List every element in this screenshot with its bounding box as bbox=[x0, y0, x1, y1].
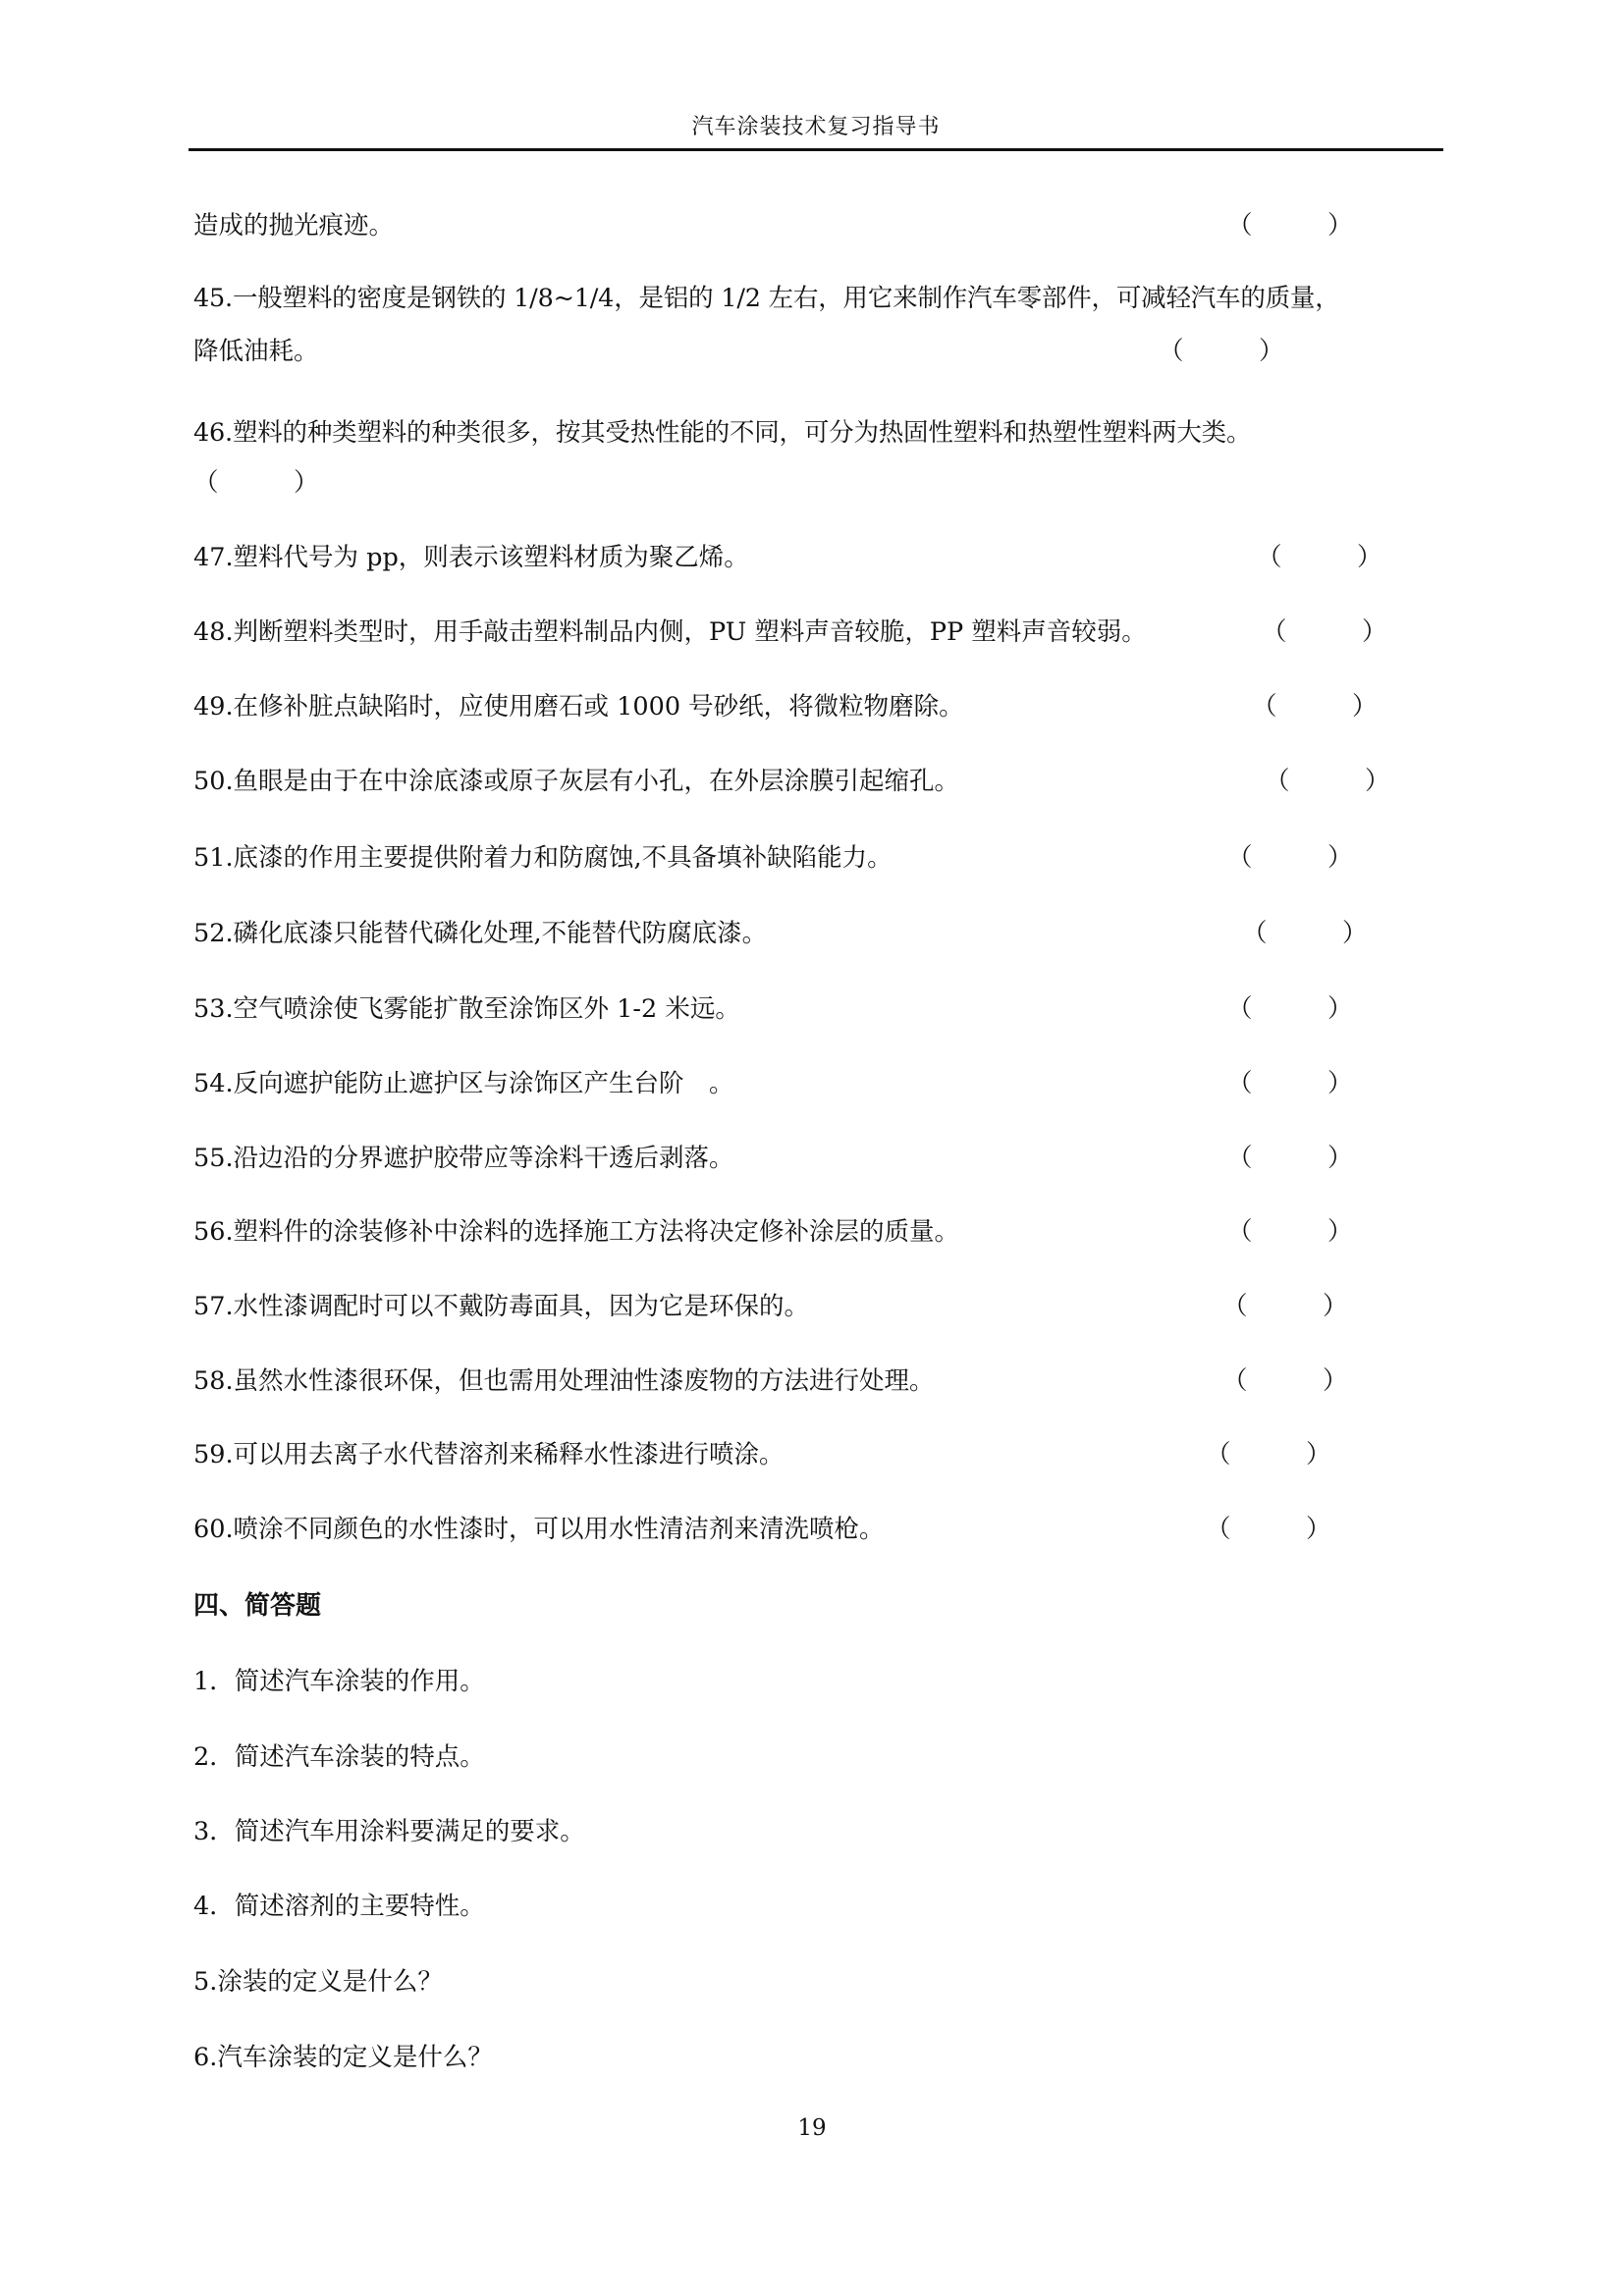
question-45-line-1: 45.一般塑料的密度是钢铁的 1/8~1/4，是铝的 1/2 左右，用它来制作汽车零部件，可减轻汽车的质量， bbox=[193, 284, 1340, 313]
header-rule bbox=[189, 148, 1443, 151]
question-50: 50.鱼眼是由于在中涂底漆或原子灰层有小孔，在外层涂膜引起缩孔。 bbox=[193, 767, 960, 796]
question-48: 48.判断塑料类型时，用手敲击塑料制品内侧，PU 塑料声音较脆，PP 塑料声音较弱。 bbox=[193, 617, 1147, 647]
question-46-line-1: 46.塑料的种类塑料的种类很多，按其受热性能的不同，可分为热固性塑料和热塑性塑料两大类。 bbox=[193, 418, 1252, 448]
answer-parens: （ ） bbox=[1227, 843, 1353, 873]
answer-parens: （ ） bbox=[1262, 617, 1387, 647]
answer-parens: （ ） bbox=[1222, 1292, 1348, 1321]
answer-parens: （ ） bbox=[1227, 994, 1353, 1024]
answer-parens: （ ） bbox=[1206, 1515, 1331, 1544]
answer-parens: （ ） bbox=[1159, 337, 1284, 366]
question-51: 51.底漆的作用主要提供附着力和防腐蚀,不具备填补缺陷能力。 bbox=[193, 843, 893, 873]
section-heading: 四、简答题 bbox=[193, 1591, 322, 1621]
question-55: 55.沿边沿的分界遮护胶带应等涂料干透后剥落。 bbox=[193, 1144, 734, 1173]
short-answer-5: 5.涂装的定义是什么？ bbox=[193, 1967, 443, 1997]
answer-parens: （ ） bbox=[1227, 1069, 1353, 1098]
question-57: 57.水性漆调配时可以不戴防毒面具，因为它是环保的。 bbox=[193, 1292, 810, 1321]
short-answer-3: 3．简述汽车用涂料要满足的要求。 bbox=[193, 1817, 585, 1846]
short-answer-4: 4．简述溶剂的主要特性。 bbox=[193, 1892, 485, 1921]
question-47: 47.塑料代号为 pp，则表示该塑料材质为聚乙烯。 bbox=[193, 543, 749, 572]
answer-parens: （ ） bbox=[1227, 1217, 1353, 1247]
answer-parens: （ ） bbox=[1227, 1144, 1353, 1173]
question-60: 60.喷涂不同颜色的水性漆时，可以用水性清洁剂来清洗喷枪。 bbox=[193, 1515, 885, 1544]
question-59: 59.可以用去离子水代替溶剂来稀释水性漆进行喷涂。 bbox=[193, 1440, 785, 1469]
answer-parens: （ ） bbox=[1257, 543, 1382, 572]
short-answer-2: 2．简述汽车涂装的特点。 bbox=[193, 1742, 485, 1772]
answer-parens: （ ） bbox=[1206, 1440, 1331, 1469]
question-53: 53.空气喷涂使飞雾能扩散至涂饰区外 1-2 米远。 bbox=[193, 994, 740, 1024]
question-54: 54.反向遮护能防止遮护区与涂饰区产生台阶 。 bbox=[193, 1069, 734, 1098]
page-number: 19 bbox=[797, 2115, 827, 2141]
question-49: 49.在修补脏点缺陷时，应使用磨石或 1000 号砂纸，将微粒物磨除。 bbox=[193, 692, 964, 721]
continuation-line: 造成的抛光痕迹。 bbox=[193, 211, 395, 240]
answer-parens: （ ） bbox=[1222, 1366, 1348, 1396]
question-56: 56.塑料件的涂装修补中涂料的选择施工方法将决定修补涂层的质量。 bbox=[193, 1217, 960, 1247]
answer-parens: （ ） bbox=[1227, 211, 1353, 240]
short-answer-1: 1．简述汽车涂装的作用。 bbox=[193, 1667, 485, 1696]
running-header: 汽车涂装技术复习指导书 bbox=[691, 115, 941, 139]
question-45-line-2: 降低油耗。 bbox=[193, 337, 319, 366]
short-answer-6: 6.汽车涂装的定义是什么？ bbox=[193, 2043, 493, 2072]
question-52: 52.磷化底漆只能替代磷化处理,不能替代防腐底漆。 bbox=[193, 919, 768, 948]
question-58: 58.虽然水性漆很环保，但也需用处理油性漆废物的方法进行处理。 bbox=[193, 1366, 935, 1396]
answer-parens: （ ） bbox=[1265, 767, 1390, 796]
answer-parens: （ ） bbox=[1252, 692, 1378, 721]
answer-parens: （ ） bbox=[193, 468, 319, 498]
answer-parens: （ ） bbox=[1242, 919, 1368, 948]
